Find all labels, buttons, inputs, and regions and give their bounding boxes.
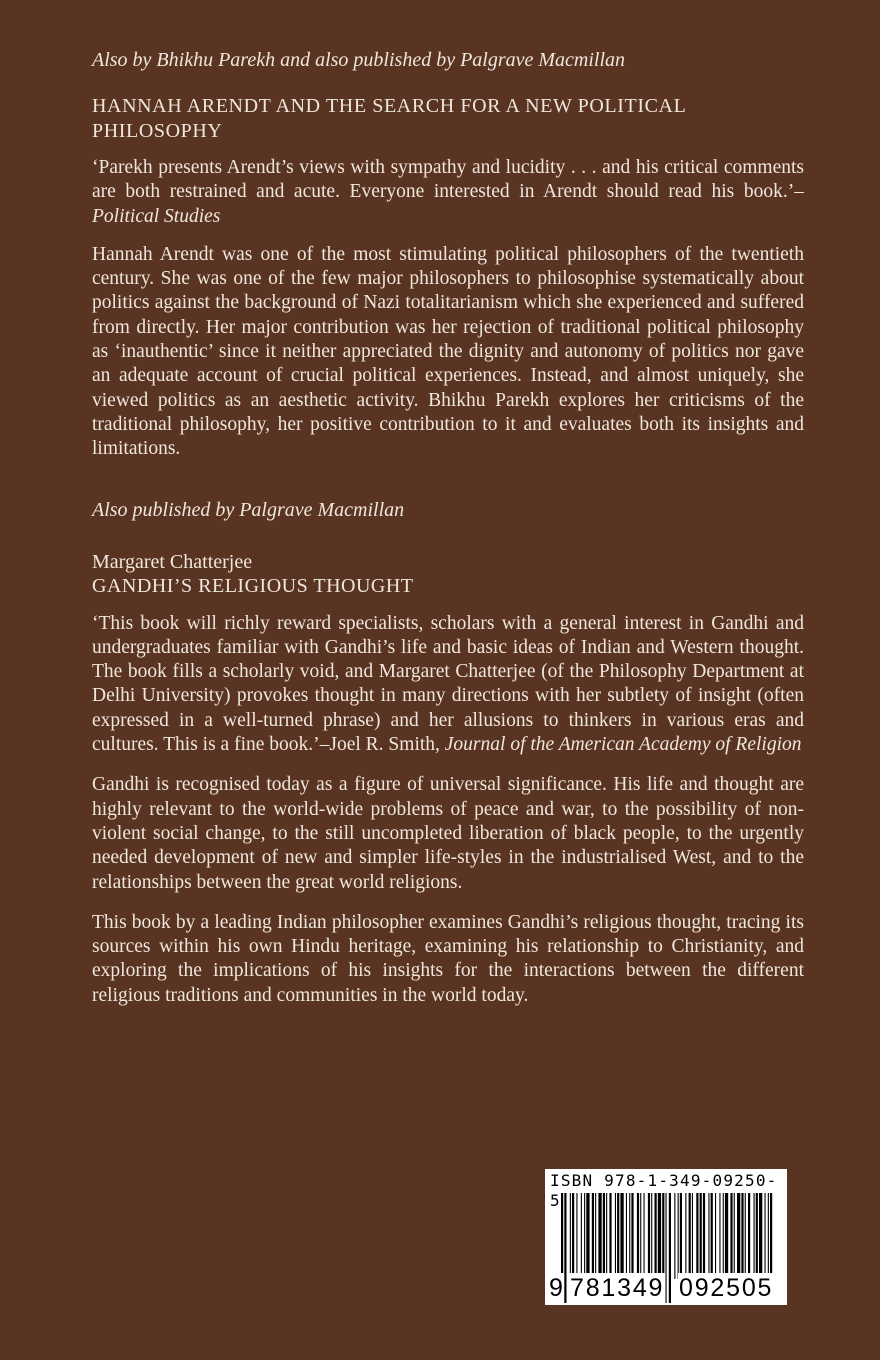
barcode-bar	[759, 1193, 762, 1279]
barcode-bar	[734, 1193, 735, 1279]
barcode-bar	[592, 1193, 594, 1279]
barcode-bar	[737, 1193, 740, 1279]
section2-book-title: GANDHI’S RELIGIOUS THOUGHT	[92, 574, 414, 597]
barcode-bar	[637, 1193, 639, 1279]
barcode-digits-group1: 781349	[570, 1274, 665, 1302]
barcode-digits-group2: 092505	[679, 1274, 774, 1302]
section1-heading: Also by Bhikhu Parekh and also published by Palgrave Macmillan	[92, 49, 626, 71]
barcode-bar	[626, 1193, 627, 1279]
barcode-bar	[603, 1193, 605, 1279]
barcode-bar	[711, 1193, 713, 1279]
barcode-bar	[680, 1193, 682, 1279]
barcode-bar	[689, 1193, 691, 1279]
barcode-bar	[595, 1193, 596, 1279]
cover-text	[92, 46, 804, 1008]
barcode-bar	[629, 1193, 630, 1279]
barcode-bar	[725, 1193, 728, 1279]
section1-quote	[92, 156, 804, 229]
barcode-bar	[754, 1193, 755, 1279]
barcode-bar	[730, 1193, 732, 1279]
section2-heading: Also published by Palgrave Macmillan	[92, 498, 405, 521]
barcode-bar	[598, 1193, 601, 1279]
barcode-bar	[715, 1193, 716, 1279]
barcode-bar	[748, 1193, 750, 1279]
barcode-bar	[615, 1193, 616, 1279]
barcode-bar	[662, 1193, 664, 1279]
barcode-bar	[584, 1193, 585, 1279]
barcode-digit-lead: 9	[549, 1274, 563, 1302]
barcode-bar	[572, 1193, 574, 1279]
barcode-bar	[570, 1193, 571, 1279]
barcode-bar	[617, 1193, 619, 1279]
barcode-bar	[765, 1193, 766, 1279]
isbn-label: ISBN 978-1-349-09250-5	[550, 1171, 778, 1210]
barcode-bar	[651, 1193, 652, 1279]
barcode-bar	[620, 1193, 623, 1279]
barcode-digits	[545, 1273, 787, 1303]
section2-description-1: Gandhi is recognised today as a figure of universal significance. His life and thought are highly relevant to the world-wide problems of peace and war, to the possibility of non-violent social change, to the still uncompleted liberation of black people, to the urgently needed development of new and simpler life-styles in the industrialised West, and to the relationships between the great world religions.	[92, 774, 804, 893]
barcode-bar	[678, 1193, 679, 1279]
barcode-bar	[723, 1193, 724, 1279]
section2-quote	[92, 612, 804, 758]
barcode-bar	[576, 1193, 577, 1279]
barcode-bar	[692, 1193, 693, 1279]
section1-quote-source: –Political Studies	[92, 181, 804, 227]
barcode-bar	[640, 1193, 641, 1279]
section2-quote-text: ‘This book will richly reward specialists, scholars with a general interest in Gandhi and undergraduates familiar with Gandhi’s life and basic ideas of Indian and Western thought. The book fills a scholarly void, and Margaret Chatterjee (of the Philosophy Department at Delhi University) provokes thought in many directions with her subtlety of insight (often expressed in a well-turned phrase) and her allusions to thinkers in various eras and cultures. This is a fine book.’–Joel R. Smith,	[92, 612, 804, 756]
barcode-bar	[674, 1193, 675, 1279]
section2-description-2: This book by a leading Indian philosopher examines Gandhi’s religious thought, tracing its sources within his own Hindu heritage, examining his relationship to Christianity, and exploring the implications of his insights for the interactions between the different religious traditions and communities in the world today.	[92, 911, 804, 1006]
barcode-bar	[648, 1193, 650, 1279]
section2-quote-source: Journal of the American Academy of Religion	[444, 734, 802, 756]
barcode-bar	[644, 1193, 645, 1279]
barcode-bar	[741, 1193, 743, 1279]
barcode-bar	[609, 1193, 611, 1279]
barcode-bar	[756, 1193, 758, 1279]
barcode-bar	[606, 1193, 607, 1279]
barcode-bar	[745, 1193, 746, 1279]
section1-book-title: HANNAH ARENDT AND THE SEARCH FOR A NEW POLITICAL PHILOSOPHY	[92, 95, 686, 142]
barcode-bar	[685, 1193, 686, 1279]
section2-author: Margaret Chatterjee	[92, 550, 253, 573]
barcode-bar	[655, 1193, 657, 1279]
barcode-bar	[586, 1193, 589, 1279]
section1-quote-text: ‘Parekh presents Arendt’s views with sympathy and lucidity . . . and his critical comments are both restrained and acute. Everyone interested in Arendt should read his book.’	[92, 157, 804, 203]
barcode-bar	[708, 1193, 709, 1279]
barcode-bar	[700, 1193, 702, 1279]
barcode-bar	[581, 1193, 582, 1279]
barcode-bar	[703, 1193, 705, 1279]
isbn-barcode	[545, 1169, 787, 1305]
section1-description: Hannah Arendt was one of the most stimulating political philosophers of the twentieth century. She was one of the few major philosophers to philosophise systematically about politics against the background of Nazi totalitarianism which she experienced and suffered from directly. Her major contribution was her rejection of traditional political philosophy as ‘inauthentic’ since it neither appreciated the dignity and autonomy of politics nor gave an adequate account of crucial political experiences. Instead, and almost uniquely, she viewed politics as an aesthetic activity. Bhikhu Parekh explores her criticisms of the traditional philosophy, her positive contribution to it and evaluates both its insights and limitations.	[92, 243, 804, 460]
barcode-bar	[631, 1193, 633, 1279]
barcode-bar	[658, 1193, 661, 1279]
barcode-bar	[696, 1193, 698, 1279]
barcode-bar	[719, 1193, 720, 1279]
